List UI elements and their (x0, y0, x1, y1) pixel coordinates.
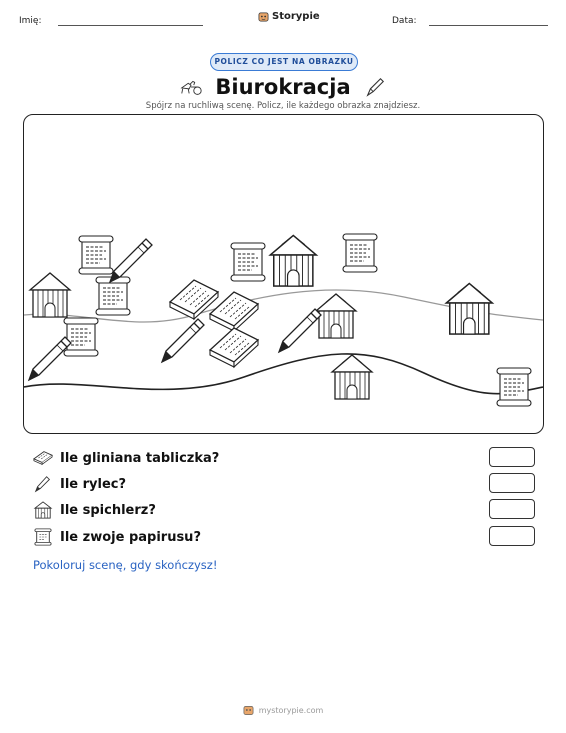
stylus-icon (363, 76, 387, 98)
color-prompt: Pokoloruj scenę, gdy skończysz! (33, 558, 218, 572)
clay-tablet-icon (33, 449, 53, 467)
scene-scroll (96, 277, 130, 315)
question-granary (33, 500, 156, 520)
scene-granary (30, 273, 70, 317)
question-text: Ile spichlerz? (60, 502, 156, 518)
scene-granary (446, 283, 492, 334)
scene-granary (270, 235, 316, 286)
title-row (0, 70, 566, 104)
page-title: Biurokracja (215, 75, 351, 99)
scene-scroll (497, 368, 531, 406)
answer-box-scroll[interactable] (489, 526, 535, 546)
question-tablet (33, 448, 219, 468)
question-text: Ile zwoje papirusu? (60, 529, 201, 545)
scene-stylus (110, 239, 152, 282)
scene-scroll (231, 243, 265, 281)
brand-logo (258, 11, 320, 22)
scene-scroll (343, 234, 377, 272)
instructions: Spójrz na ruchliwą scenę. Policz, ile każdego obrazka znajdziesz. (145, 101, 421, 111)
stylus-icon (33, 475, 53, 493)
scene-drawing (24, 115, 543, 433)
name-input-line[interactable] (58, 25, 203, 26)
scene-stylus (279, 309, 321, 352)
answer-box-tablet[interactable] (489, 447, 535, 467)
answer-box-stylus[interactable] (489, 473, 535, 493)
granary-icon (33, 501, 53, 519)
scene-stylus (29, 337, 71, 380)
scene-scroll (64, 318, 98, 356)
question-stylus (33, 474, 126, 494)
date-input-line[interactable] (429, 25, 548, 26)
storypie-mascot-icon (243, 704, 254, 716)
question-text: Ile rylec? (60, 476, 127, 492)
storypie-mascot-icon (258, 11, 269, 22)
name-label: Imię: (19, 16, 42, 26)
footer (0, 704, 566, 716)
brand-name: Storypie (272, 11, 320, 22)
scene-granary (316, 294, 356, 338)
question-text: Ile gliniana tabliczka? (60, 450, 220, 466)
counting-scene (23, 114, 544, 434)
question-scroll (33, 527, 201, 547)
scene-tablet (210, 328, 258, 367)
answer-box-granary[interactable] (489, 499, 535, 519)
activity-badge: POLICZ CO JEST NA OBRAZKU (210, 53, 358, 71)
date-label: Data: (392, 16, 417, 26)
footer-url[interactable]: mystorypie.com (258, 705, 324, 715)
scroll-icon (33, 528, 53, 546)
chariot-icon (179, 76, 203, 98)
scene-stylus (162, 319, 204, 362)
scene-granary (332, 355, 372, 399)
scene-scroll (79, 236, 113, 274)
